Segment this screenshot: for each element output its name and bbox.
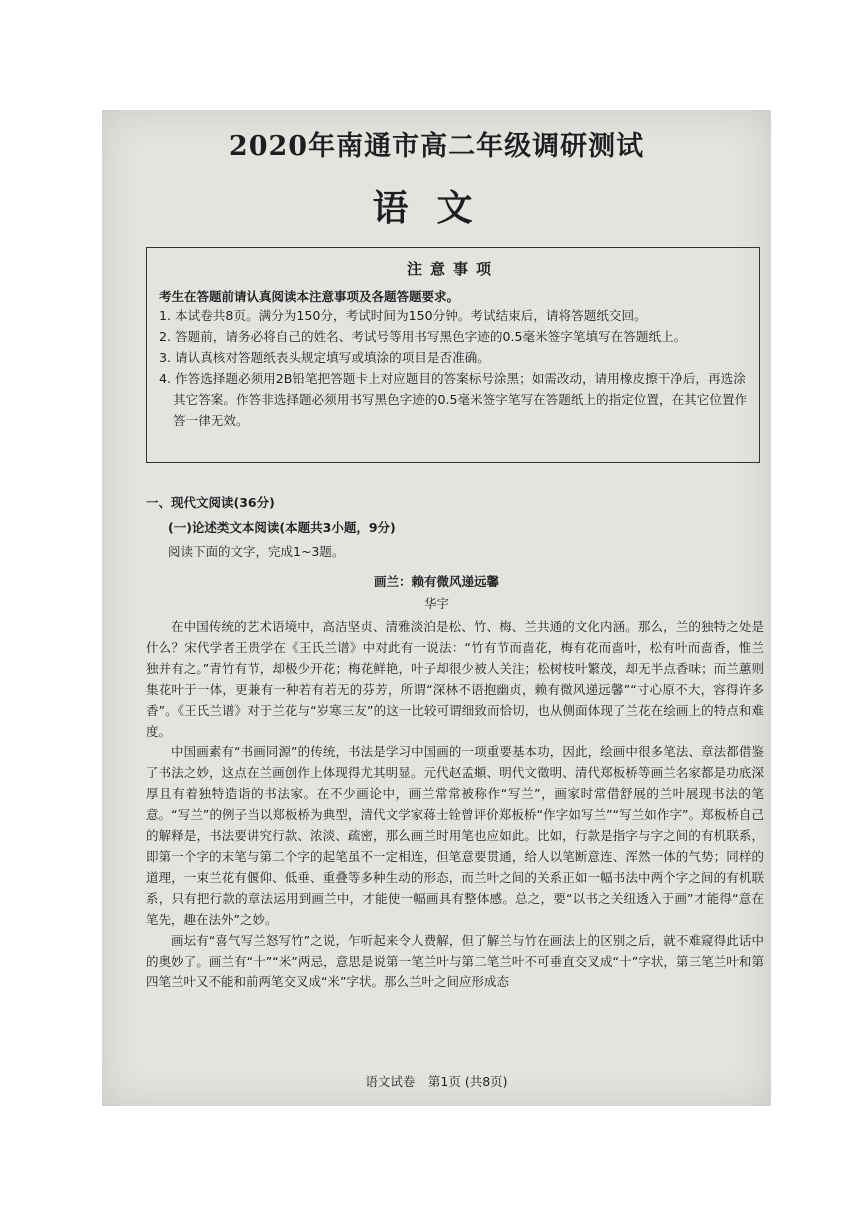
exam-title: 2020年南通市高二年级调研测试: [228, 131, 645, 162]
notice-item: 4. 作答选择题必须用2B铅笔把答题卡上对应题目的答案标号涂黑；如需改动，请用橡皮擦干净后，再选涂其它答案。作答非选择题必须用书写黑色字迹的0.5毫米签字笔写在答题纸上的指定位置，在其它位置作答一律无效。: [159, 371, 748, 428]
page-footer: 语文试卷 第1页 (共8页): [365, 1074, 508, 1089]
notice-box: [146, 247, 760, 463]
subsection-heading: (一)论述类文本阅读(本题共3小题，9分): [168, 520, 396, 535]
subject-title: 语文: [372, 187, 501, 229]
notice-item: 2. 答题前，请务必将自己的姓名、考试号等用书写黑色字迹的0.5毫米签字笔填写在答题纸上。: [159, 329, 687, 344]
section-heading: 一、现代文阅读(36分): [146, 495, 275, 510]
article-paragraph: 画坛有“喜气写兰怒写竹”之说，乍听起来令人费解，但了解兰与竹在画法上的区别之后，就不难窥得此话中的奥妙了。画兰有“十”“米”两忌，意思是说第一笔兰叶与第二笔兰叶不可垂直交叉成“十”字状，第三笔兰叶和第四笔兰叶又不能和前两笔交叉成“米”字状。那么兰叶之间应形成态: [146, 932, 764, 990]
article-paragraph: 在中国传统的艺术语境中，高洁坚贞、清雅淡泊是松、竹、梅、兰共通的文化内涵。那么，兰的独特之处是什么？宋代学者王贵学在《王氏兰谱》中对此有一说法：“竹有节而啬花，梅有花而啬叶，松有叶而啬香，惟兰独并有之。”青竹有节，却极少开花；梅花鲜艳，叶子却很少被人关注；松树枝叶繁茂，却无半点香味；而兰蕙则集花叶于一体，更兼有一种若有若无的芬芳，所谓“深林不语抱幽贞，赖有微风递远馨”“寸心原不大，容得许多香”。《王氏兰谱》对于兰花与“岁寒三友”的这一比较可谓细致而恰切，也从侧面体现了兰花在绘画上的特点和难度。: [146, 619, 764, 739]
notice-title: 注意事项: [406, 260, 499, 278]
exam-paper-photo: [102, 110, 771, 1106]
reading-instruction: 阅读下面的文字，完成1~3题。: [168, 544, 345, 559]
article-body: [146, 617, 764, 993]
notice-item: 1. 本试卷共8页。满分为150分，考试时间为150分钟。考试结束后，请将答题纸交回。: [159, 308, 647, 323]
article-title: 画兰：赖有微风递远馨: [373, 574, 499, 589]
article-paragraph: 中国画素有“书画同源”的传统，书法是学习中国画的一项重要基本功，因此，绘画中很多笔法、章法都借鉴了书法之妙，这点在兰画创作上体现得尤其明显。元代赵孟頫、明代文徵明、清代郑板桥等画兰名家都是功底深厚且有着独特造诣的书法家。在不少画论中，画兰常常被称作“写兰”，画家时常借舒展的兰叶展现书法的笔意。“写兰”的例子当以郑板桥为典型，清代文学家蒋士铨曾评价郑板桥“作字如写兰”“写兰如作字”。郑板桥自己的解释是，书法要讲究行款、浓淡、疏密，那么画兰时用笔也应如此。比如，行款是指字与字之间的有机联系，即第一个字的末笔与第二个字的起笔虽不一定相连，但笔意要贯通，给人以笔断意连、浑然一体的气势；同样的道理，一束兰花有偃仰、低垂、重叠等多种生动的形态，而兰叶之间的关系正如一幅书法中两个字之间的有机联系，只有把行款的章法运用到画兰中，才能使一幅画具有整体感。总之，要“以书之关纽透入于画”才能得“意在笔先，趣在法外”之妙。: [146, 744, 764, 927]
notice-intro: 考生在答题前请认真阅读本注意事项及各题答题要求。: [159, 289, 460, 304]
article-author: 华宇: [423, 596, 449, 611]
notice-item: 3. 请认真核对答题纸表头规定填写或填涂的项目是否准确。: [159, 350, 490, 365]
